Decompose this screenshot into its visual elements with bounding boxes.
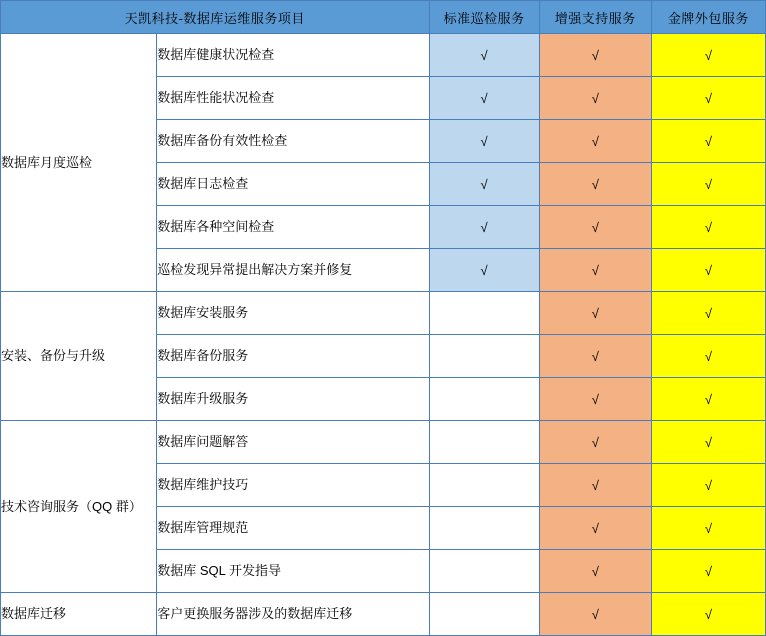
table-title: 天凯科技-数据库运维服务项目: [1, 1, 430, 34]
group-label: 安装、备份与升级: [1, 292, 157, 421]
cell-gold: [651, 421, 765, 464]
column-header-standard: 标准巡检服务: [429, 1, 539, 34]
check-mark-icon: √: [704, 262, 712, 278]
cell-standard: [429, 77, 539, 120]
cell-standard: [429, 464, 539, 507]
cell-gold: [651, 120, 765, 163]
cell-gold: [651, 464, 765, 507]
check-mark-icon: √: [480, 47, 488, 63]
cell-standard: [429, 550, 539, 593]
cell-standard: [429, 335, 539, 378]
table-row: [1, 421, 766, 464]
cell-gold: [651, 34, 765, 77]
table-header: [1, 1, 766, 34]
check-mark-icon: √: [704, 305, 712, 321]
cell-enhanced: [539, 77, 651, 120]
cell-enhanced: [539, 550, 651, 593]
cell-standard: [429, 249, 539, 292]
cell-standard: [429, 206, 539, 249]
check-mark-icon: √: [704, 133, 712, 149]
table-body: [1, 34, 766, 636]
cell-gold: [651, 507, 765, 550]
check-mark-icon: √: [704, 391, 712, 407]
service-item-label: 巡检发现异常提出解决方案并修复: [157, 249, 429, 292]
cell-enhanced: [539, 507, 651, 550]
service-item-label: 数据库 SQL 开发指导: [157, 550, 429, 593]
check-mark-icon: √: [480, 219, 488, 235]
check-mark-icon: √: [704, 90, 712, 106]
check-mark-icon: √: [704, 434, 712, 450]
cell-standard: [429, 378, 539, 421]
cell-standard: [429, 593, 539, 636]
service-item-label: 客户更换服务器涉及的数据库迁移: [157, 593, 429, 636]
service-item-label: 数据库备份有效性检查: [157, 120, 429, 163]
service-item-label: 数据库健康状况检查: [157, 34, 429, 77]
check-mark-icon: √: [704, 520, 712, 536]
check-mark-icon: √: [591, 434, 599, 450]
check-mark-icon: √: [704, 477, 712, 493]
cell-gold: [651, 335, 765, 378]
cell-gold: [651, 550, 765, 593]
service-item-label: 数据库问题解答: [157, 421, 429, 464]
check-mark-icon: √: [591, 262, 599, 278]
check-mark-icon: √: [704, 219, 712, 235]
check-mark-icon: √: [591, 176, 599, 192]
cell-gold: [651, 292, 765, 335]
cell-enhanced: [539, 206, 651, 249]
check-mark-icon: √: [591, 563, 599, 579]
table-header-row: [1, 1, 766, 34]
cell-standard: [429, 292, 539, 335]
cell-enhanced: [539, 421, 651, 464]
group-label: 技术咨询服务（QQ 群）: [1, 421, 157, 593]
cell-enhanced: [539, 163, 651, 206]
check-mark-icon: √: [591, 520, 599, 536]
service-item-label: 数据库安装服务: [157, 292, 429, 335]
check-mark-icon: √: [591, 305, 599, 321]
cell-enhanced: [539, 249, 651, 292]
table-row: [1, 593, 766, 636]
check-mark-icon: √: [480, 90, 488, 106]
check-mark-icon: √: [480, 176, 488, 192]
service-item-label: 数据库备份服务: [157, 335, 429, 378]
cell-standard: [429, 421, 539, 464]
service-item-label: 数据库管理规范: [157, 507, 429, 550]
check-mark-icon: √: [704, 606, 712, 622]
check-mark-icon: √: [591, 219, 599, 235]
cell-enhanced: [539, 120, 651, 163]
column-header-enhanced: 增强支持服务: [539, 1, 651, 34]
service-item-label: 数据库日志检查: [157, 163, 429, 206]
cell-enhanced: [539, 464, 651, 507]
cell-standard: [429, 34, 539, 77]
cell-enhanced: [539, 378, 651, 421]
check-mark-icon: √: [591, 391, 599, 407]
check-mark-icon: √: [591, 348, 599, 364]
cell-gold: [651, 163, 765, 206]
cell-enhanced: [539, 292, 651, 335]
table-row: [1, 34, 766, 77]
check-mark-icon: √: [480, 262, 488, 278]
check-mark-icon: √: [480, 133, 488, 149]
cell-gold: [651, 249, 765, 292]
cell-gold: [651, 378, 765, 421]
service-item-label: 数据库性能状况检查: [157, 77, 429, 120]
cell-enhanced: [539, 34, 651, 77]
check-mark-icon: √: [591, 47, 599, 63]
cell-standard: [429, 120, 539, 163]
cell-gold: [651, 593, 765, 636]
cell-enhanced: [539, 593, 651, 636]
check-mark-icon: √: [591, 133, 599, 149]
check-mark-icon: √: [704, 176, 712, 192]
cell-gold: [651, 206, 765, 249]
check-mark-icon: √: [591, 477, 599, 493]
check-mark-icon: √: [704, 47, 712, 63]
check-mark-icon: √: [704, 563, 712, 579]
group-label: 数据库迁移: [1, 593, 157, 636]
service-item-label: 数据库各种空间检查: [157, 206, 429, 249]
cell-standard: [429, 163, 539, 206]
service-item-label: 数据库维护技巧: [157, 464, 429, 507]
service-item-label: 数据库升级服务: [157, 378, 429, 421]
column-header-gold: 金牌外包服务: [651, 1, 765, 34]
check-mark-icon: √: [704, 348, 712, 364]
cell-enhanced: [539, 335, 651, 378]
check-mark-icon: √: [591, 606, 599, 622]
cell-standard: [429, 507, 539, 550]
cell-gold: [651, 77, 765, 120]
table-row: [1, 292, 766, 335]
group-label: 数据库月度巡检: [1, 34, 157, 292]
check-mark-icon: √: [591, 90, 599, 106]
